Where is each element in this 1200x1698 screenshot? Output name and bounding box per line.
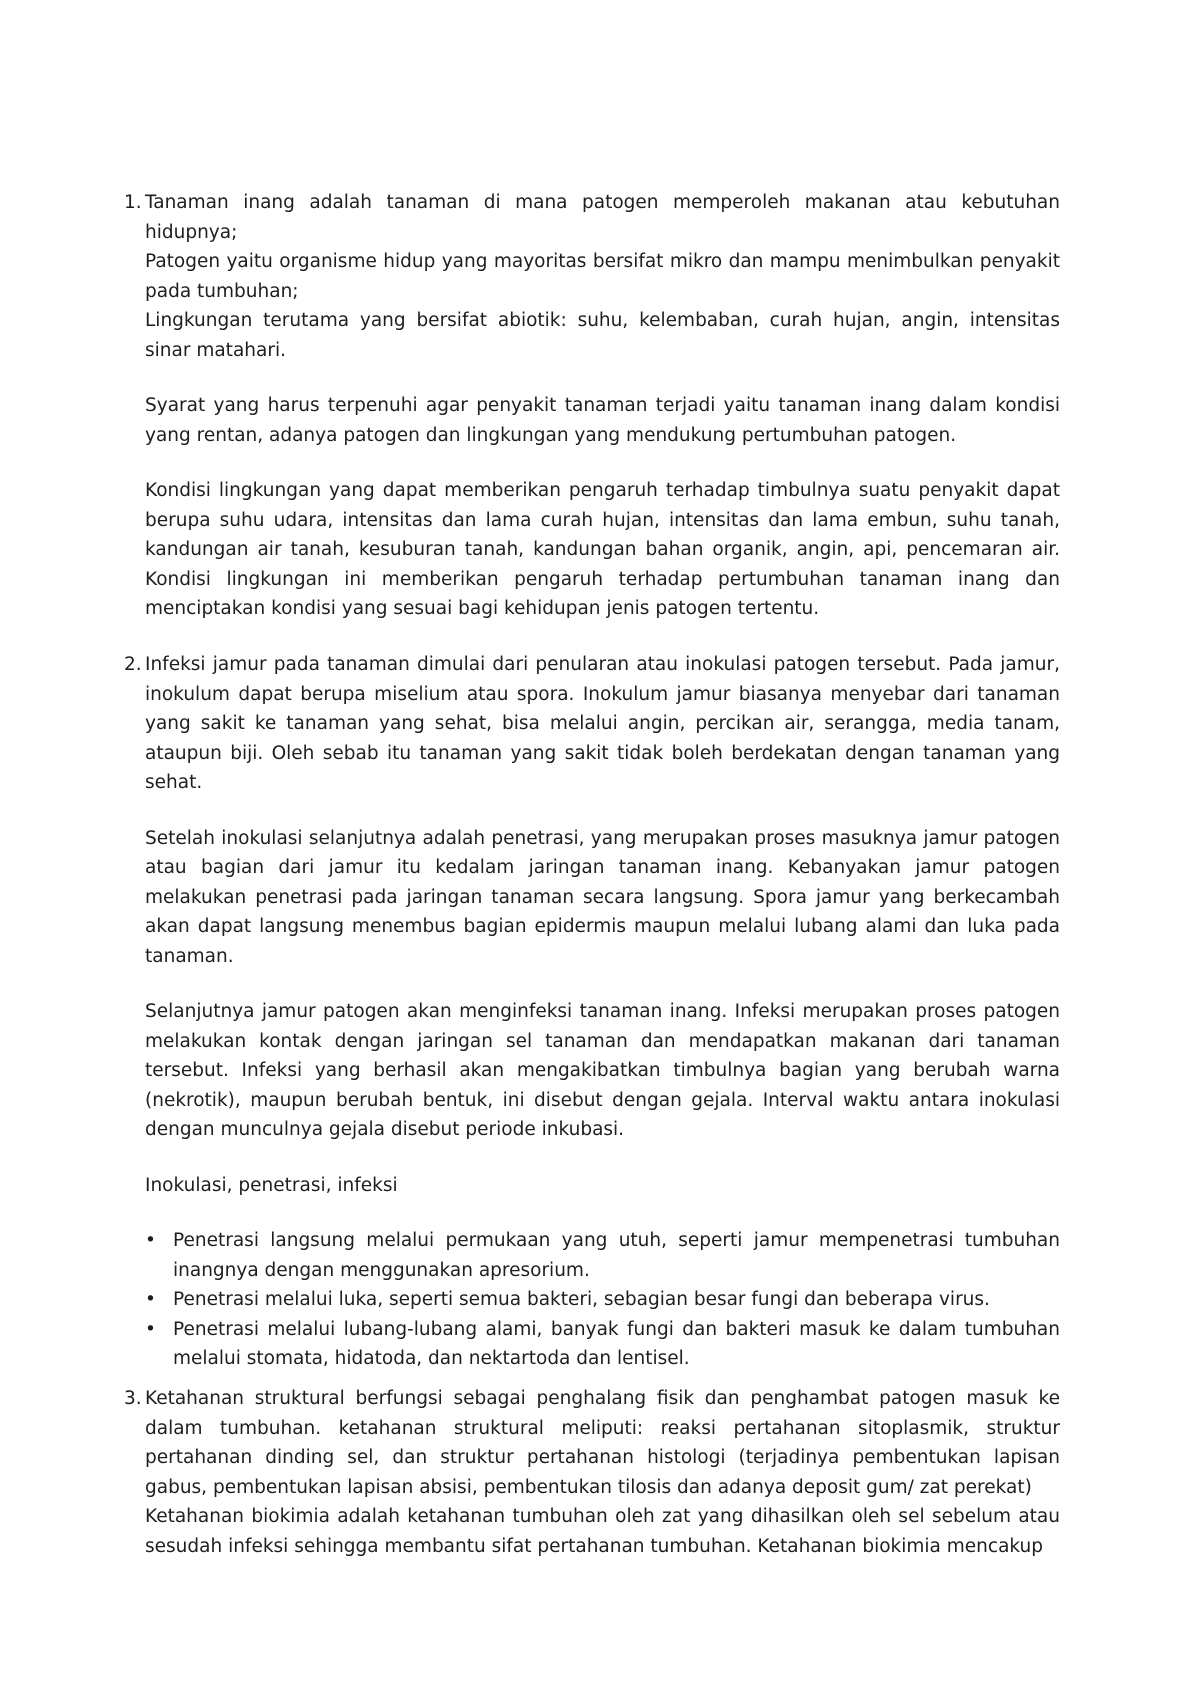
paragraph: Tanaman inang adalah tanaman di mana patogen memperoleh makanan atau kebutuhan hidupnya; [145, 192, 1060, 243]
bullet-text: Penetrasi langsung melalui permukaan yang utuh, seperti jamur mempenetrasi tumbuhan inangnya dengan menggunakan apresorium. [173, 1230, 1060, 1281]
bullet-text: Penetrasi melalui luka, seperti semua bakteri, sebagian besar fungi dan beberapa virus. [173, 1289, 990, 1310]
paragraph: Ketahanan struktural berfungsi sebagai penghalang fisik dan penghambat patogen masuk ke dalam tumbuhan. ketahanan struktural meliputi: reaksi pertahanan sitoplasmik, struktur pertahanan dinding sel, dan struktur pertahanan histologi (terjadinya pembentukan lapisan gabus, pembentukan lapisan absisi, pembentukan tilosis dan adanya deposit gum/ zat perekat) [145, 1388, 1060, 1498]
list-item-2 [124, 650, 1060, 1374]
paragraph: Lingkungan terutama yang bersifat abiotik: suhu, kelembaban, curah hujan, angin, intensitas sinar matahari. [145, 310, 1060, 361]
paragraph: Setelah inokulasi selanjutnya adalah penetrasi, yang merupakan proses masuknya jamur patogen atau bagian dari jamur itu kedalam jaringan tanaman inang. Kebanyakan jamur patogen melakukan penetrasi pada jaringan tanaman secara langsung. Spora jamur yang berkecambah akan dapat langsung menembus bagian epidermis maupun melalui lubang alami dan luka pada tanaman. [145, 827, 1060, 967]
paragraph: Kondisi lingkungan yang dapat memberikan pengaruh terhadap timbulnya suatu penyakit dapat berupa suhu udara, intensitas dan lama curah hujan, intensitas dan lama embun, suhu tanah, kandungan air tanah, kesuburan tanah, kandungan bahan organik, angin, api, pencemaran air. Kondisi lingkungan ini memberikan pengaruh terhadap pertumbuhan tanaman inang dan menciptakan kondisi yang sesuai bagi kehidupan jenis patogen tertentu. [145, 480, 1060, 619]
item-number: 3. [124, 1388, 142, 1409]
item-number: 2. [124, 654, 142, 675]
bullet-item [124, 1226, 1060, 1285]
item-number: 1. [124, 192, 142, 213]
list-item-3 [124, 1384, 1060, 1561]
bullet-icon: • [145, 1318, 156, 1340]
paragraph: Infeksi jamur pada tanaman dimulai dari penularan atau inokulasi patogen tersebut. Pada jamur, inokulum dapat berupa miselium atau spora. Inokulum jamur biasanya menyebar dari tanaman yang sakit ke tanaman yang sehat, bisa melalui angin, percikan air, serangga, media tanam, ataupun biji. Oleh sebab itu tanaman yang sakit tidak boleh berdekatan dengan tanaman yang sehat. [145, 654, 1060, 793]
bullet-item [124, 1315, 1060, 1374]
bullet-icon: • [145, 1230, 156, 1251]
paragraph: Inokulasi, penetrasi, infeksi [145, 1174, 398, 1196]
paragraph: Ketahanan biokimia adalah ketahanan tumbuhan oleh zat yang dihasilkan oleh sel sebelum atau sesudah infeksi sehingga membantu sifat pertahanan tumbuhan. Ketahanan biokimia mencakup [145, 1506, 1060, 1557]
paragraph: Patogen yaitu organisme hidup yang mayoritas bersifat mikro dan mampu menimbulkan penyakit pada tumbuhan; [145, 251, 1060, 302]
bullet-list [124, 1226, 1060, 1374]
paragraph: Selanjutnya jamur patogen akan menginfeksi tanaman inang. Infeksi merupakan proses patogen melakukan kontak dengan jaringan sel tanaman dan mendapatkan makanan dari tanaman tersebut. Infeksi yang berhasil akan mengakibatkan timbulnya bagian yang berubah warna (nekrotik), maupun berubah bentuk, ini disebut dengan gejala. Interval waktu antara inokulasi dengan munculnya gejala disebut periode inkubasi. [145, 1001, 1060, 1140]
bullet-item [124, 1285, 1060, 1315]
bullet-text: Penetrasi melalui lubang-lubang alami, banyak fungi dan bakteri masuk ke dalam tumbuhan melalui stomata, hidatoda, dan nektartoda dan lentisel. [173, 1318, 1060, 1369]
bullet-icon: • [145, 1289, 156, 1310]
list-item-1 [124, 188, 1060, 624]
paragraph: Syarat yang harus terpenuhi agar penyakit tanaman terjadi yaitu tanaman inang dalam kondisi yang rentan, adanya patogen dan lingkungan yang mendukung pertumbuhan patogen. [145, 395, 1060, 446]
